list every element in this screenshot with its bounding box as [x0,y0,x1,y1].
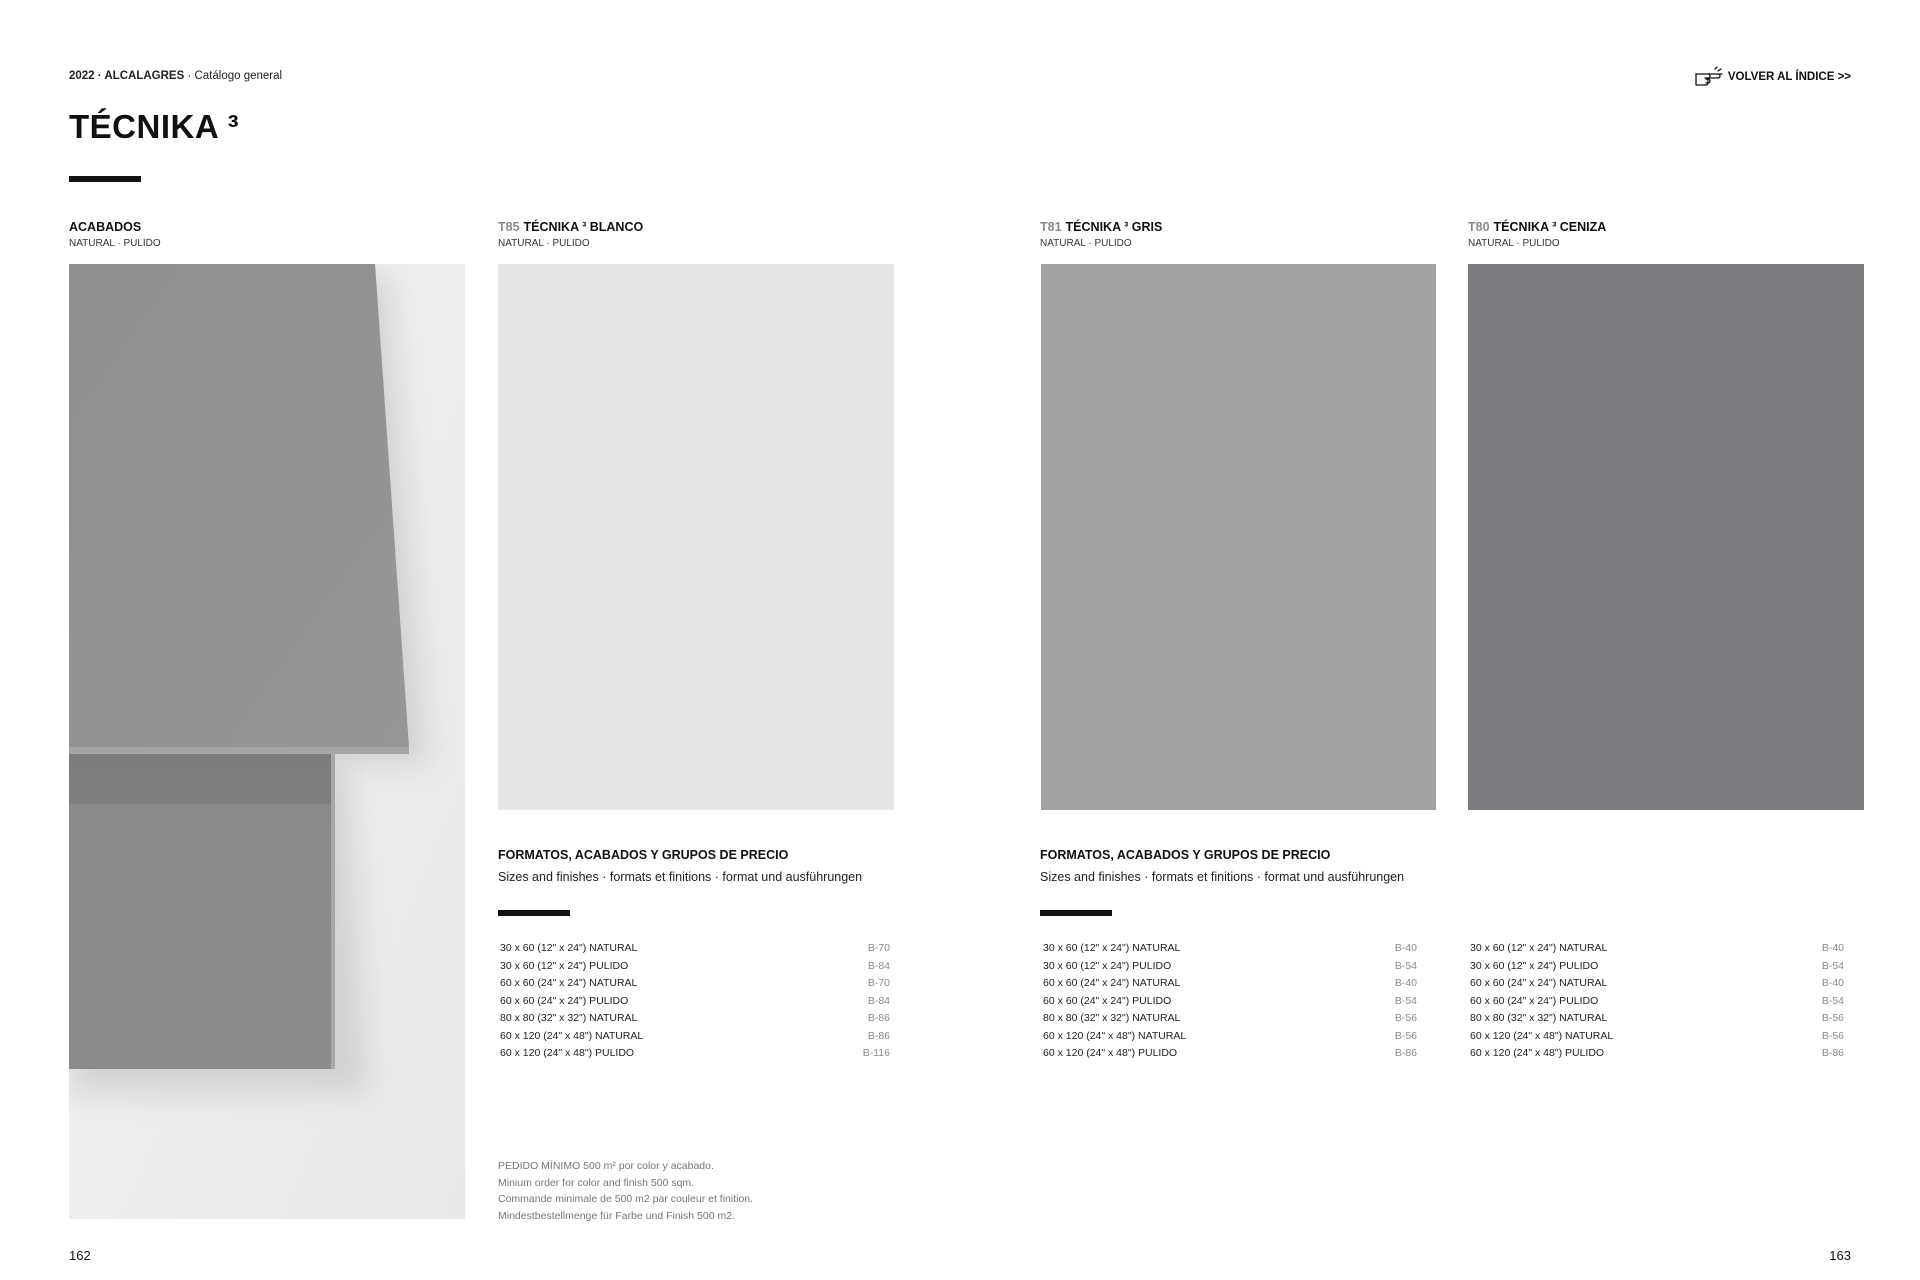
formats-title: FORMATOS, ACABADOS Y GRUPOS DE PRECIO [1040,848,1331,862]
format-size: 30 x 60 (12" x 24") NATURAL [500,942,638,954]
price-group: B-54 [1821,959,1844,972]
format-size: 80 x 80 (32" x 32") NATURAL [1043,1012,1181,1024]
product-heading-ceniza [1468,220,1606,249]
format-size: 80 x 80 (32" x 32") NATURAL [1470,1012,1608,1024]
product-name: TÉCNIKA ³ CENIZA [1493,220,1607,234]
min-order-fr: Commande minimale de 500 m2 par couleur et finition. [498,1193,754,1205]
format-size: 60 x 60 (24" x 24") PULIDO [1043,994,1172,1007]
format-size: 60 x 120 (24" x 48") NATURAL [1043,1029,1187,1042]
format-size: 30 x 60 (12" x 24") NATURAL [1470,942,1608,954]
page-number-left: 162 [69,1248,91,1263]
page-number-right: 163 [1829,1248,1851,1263]
price-group: B-70 [867,942,890,954]
product-heading-blanco [498,220,643,249]
format-row [1470,1010,1844,1028]
tile-swatch-blanco [498,264,894,810]
minimum-order-note [498,1158,753,1224]
price-group: B-70 [867,977,890,989]
format-size: 60 x 120 (24" x 48") NATURAL [1470,1029,1614,1042]
formats-table-blanco [500,940,890,1063]
format-size: 60 x 60 (24" x 24") PULIDO [500,994,629,1007]
price-group: B-40 [1394,942,1417,954]
format-size: 30 x 60 (12" x 24") PULIDO [1043,959,1172,972]
price-group: B-40 [1821,942,1844,954]
price-group: B-86 [1821,1047,1844,1059]
formats-heading-right [1040,848,1404,916]
ambient-tile-photo [69,264,465,1219]
product-finishes: NATURAL · PULIDO [1040,238,1132,249]
format-size: 30 x 60 (12" x 24") PULIDO [1470,959,1599,972]
back-to-index-link[interactable] [1694,66,1851,88]
formats-rule [1040,910,1112,916]
price-group: B-56 [1394,1029,1417,1042]
price-group: B-84 [867,959,890,972]
product-name: TÉCNIKA ³ BLANCO [523,220,644,234]
price-group: B-54 [1821,994,1844,1007]
product-title [1040,220,1162,234]
format-row [1043,940,1417,958]
tile-swatch-gris [1041,264,1436,810]
format-size: 60 x 120 (24" x 48") NATURAL [500,1029,644,1042]
header-catalog: · Catálogo general [184,70,283,82]
product-name: TÉCNIKA ³ GRIS [1065,220,1163,234]
format-row [500,975,890,993]
page-title: TÉCNIKA ³ [69,108,240,145]
product-code: T80 [1468,220,1490,234]
price-group: B-84 [867,994,890,1007]
format-row [500,1028,890,1046]
format-row [1470,1028,1844,1046]
price-group: B-86 [867,1029,890,1042]
price-group: B-56 [1394,1012,1417,1024]
format-row [1470,993,1844,1011]
price-group: B-116 [862,1047,890,1059]
formats-subtitle: Sizes and finishes · formats et finitions · format und ausführungen [498,870,863,884]
format-row [1470,958,1844,976]
format-row [1043,1045,1417,1063]
acabados-label: ACABADOS [69,220,142,234]
catalog-header [69,70,282,82]
product-finishes: NATURAL · PULIDO [1468,238,1560,249]
format-row [1470,940,1844,958]
format-row [1470,1045,1844,1063]
formats-table-gris [1043,940,1417,1063]
product-title [1468,220,1606,234]
format-size: 60 x 120 (24" x 48") PULIDO [1470,1047,1605,1059]
product-title [498,220,643,234]
format-row [1043,975,1417,993]
format-row [500,958,890,976]
format-row [1043,958,1417,976]
product-heading-gris [1040,220,1162,249]
format-row [500,1045,890,1063]
formats-table-ceniza [1470,940,1844,1063]
format-size: 80 x 80 (32" x 32") NATURAL [500,1012,638,1024]
acabados-section [69,220,161,249]
format-row [1470,975,1844,993]
price-group: B-54 [1394,994,1417,1007]
min-order-de: Mindestbestellmenge für Farbe und Finish 500 m2. [498,1209,735,1222]
min-order-es: PEDIDO MÍNIMO 500 m² por color y acabado. [498,1160,714,1172]
format-row [500,993,890,1011]
product-code: T81 [1040,220,1062,234]
price-group: B-54 [1394,959,1417,972]
format-size: 60 x 120 (24" x 48") PULIDO [500,1047,635,1059]
pointing-hand-icon [1694,66,1724,88]
format-size: 30 x 60 (12" x 24") PULIDO [500,959,629,972]
formats-title: FORMATOS, ACABADOS Y GRUPOS DE PRECIO [498,848,789,862]
product-finishes: NATURAL · PULIDO [498,238,590,249]
acabados-finishes: NATURAL · PULIDO [69,238,161,249]
header-brand: 2022 · ALCALAGRES [69,70,185,82]
format-size: 60 x 120 (24" x 48") PULIDO [1043,1047,1178,1059]
price-group: B-56 [1821,1029,1844,1042]
format-row [1043,1010,1417,1028]
price-group: B-40 [1394,977,1417,989]
format-size: 60 x 60 (24" x 24") PULIDO [1470,994,1599,1007]
min-order-en: Minium order for color and finish 500 sqm. [498,1176,695,1189]
price-group: B-56 [1821,1012,1844,1024]
tile-swatch-ceniza [1468,264,1864,810]
formats-heading-left [498,848,862,916]
price-group: B-86 [867,1012,890,1024]
back-to-index-label[interactable]: VOLVER AL ÍNDICE >> [1727,71,1851,83]
format-size: 60 x 60 (24" x 24") NATURAL [1043,977,1181,989]
price-group: B-86 [1394,1047,1417,1059]
formats-subtitle: Sizes and finishes · formats et finitions · format und ausführungen [1040,870,1405,884]
format-size: 60 x 60 (24" x 24") NATURAL [500,977,638,989]
format-size: 30 x 60 (12" x 24") NATURAL [1043,942,1181,954]
format-size: 60 x 60 (24" x 24") NATURAL [1470,977,1608,989]
format-row [1043,1028,1417,1046]
formats-rule [498,910,570,916]
format-row [500,940,890,958]
format-row [500,1010,890,1028]
product-code: T85 [498,220,520,234]
title-underline [69,176,141,182]
format-row [1043,993,1417,1011]
price-group: B-40 [1821,977,1844,989]
